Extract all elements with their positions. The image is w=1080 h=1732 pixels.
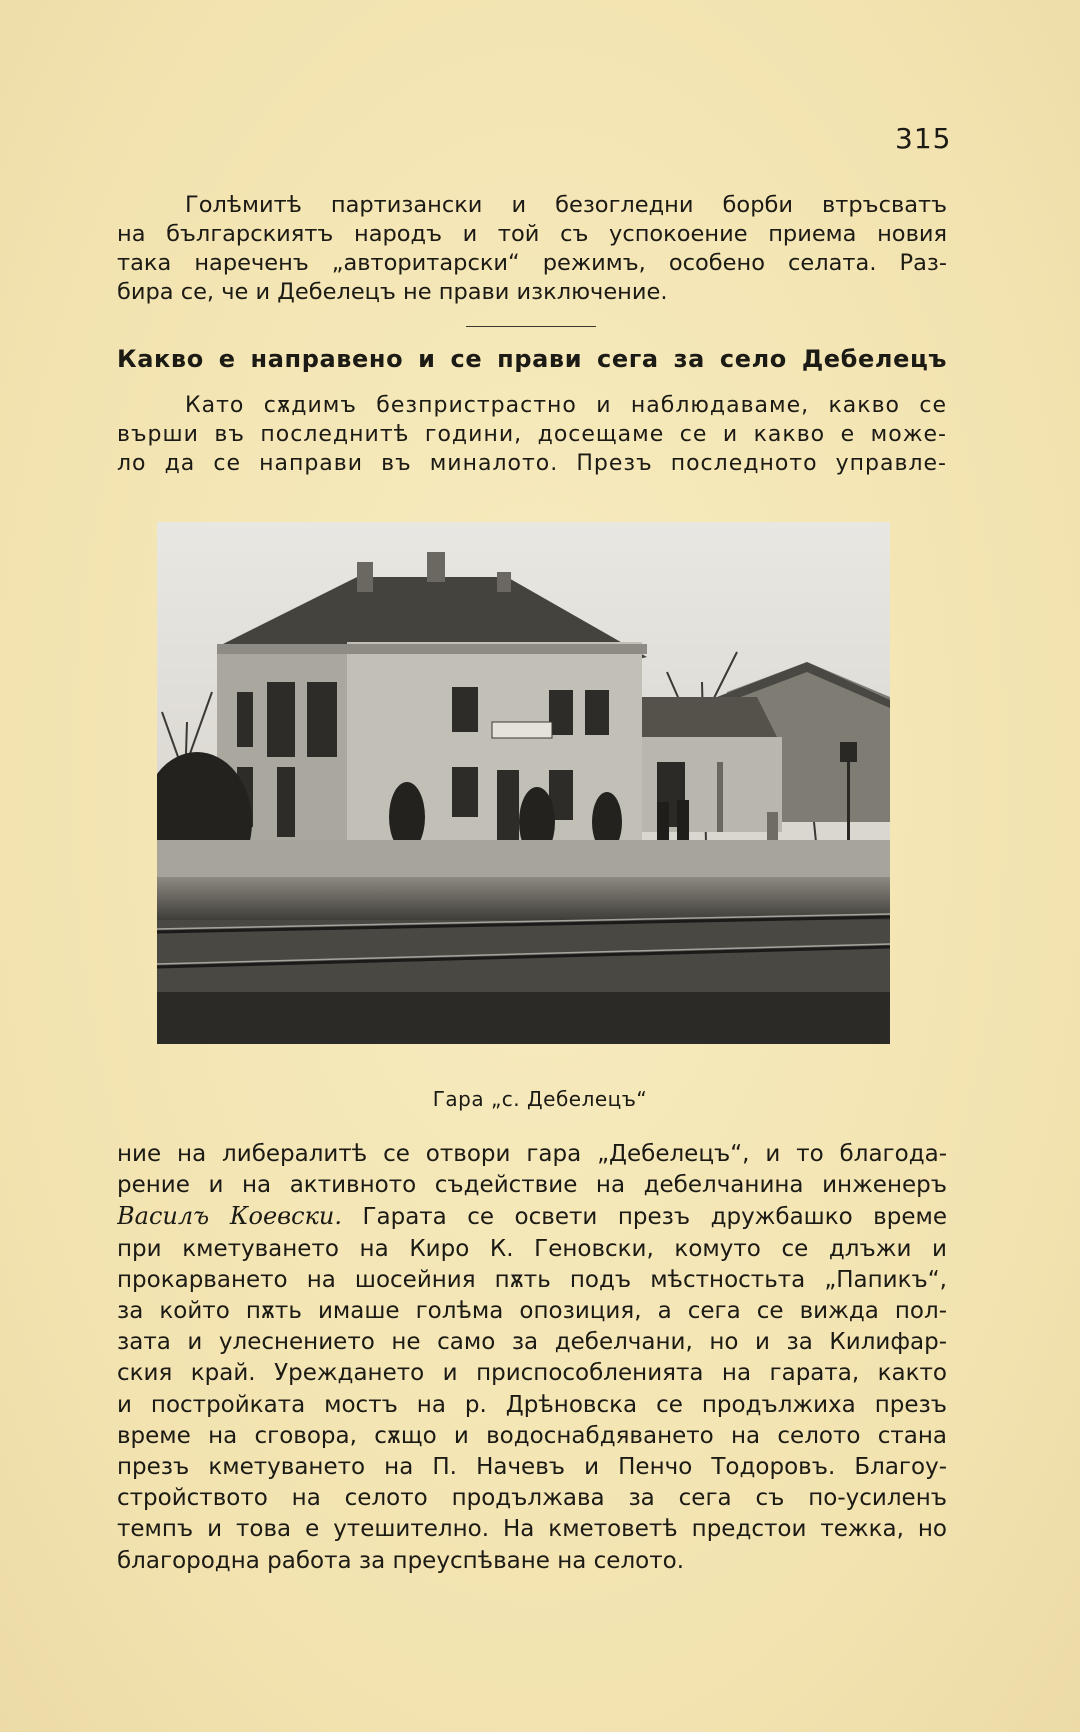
text-fragment: Гарата се освети презъ дружбашко време	[341, 1204, 947, 1231]
text-line: ло да се направи въ миналото. Презъ последното управле-	[117, 451, 947, 476]
text-line: прокарването на шосейния пѫть подъ мѣстностьта „Папикъ“,	[117, 1266, 947, 1293]
photo-caption: Гара „с. Дебелецъ“	[432, 1087, 648, 1111]
text-line: и постройката мостъ на р. Дрѣновска се продължиха презъ	[117, 1391, 947, 1418]
engineer-name: Василъ Коевски.	[117, 1202, 342, 1231]
text-line: при кметуването на Киро К. Геновски, комуто се длъжи и	[117, 1235, 947, 1262]
section-divider	[466, 326, 596, 327]
text-line: на българскиятъ народъ и той съ успокоение приема новия	[117, 221, 947, 247]
text-line	[117, 1201, 947, 1233]
paragraph-section-start	[117, 391, 947, 478]
page-number: 315	[895, 122, 952, 155]
text-line: Като сѫдимъ безпристрастно и наблюдаваме, какво се	[185, 393, 947, 418]
text-line: време на сговора, сѫщо и водоснабдяването на селото стана	[117, 1422, 947, 1449]
text-line: бира се, че и Дебелецъ не прави изключение.	[117, 279, 668, 305]
text-line: зата и улеснението не само за дебелчани, но и за Килифар-	[117, 1329, 947, 1356]
text-line: ския край. Уреждането и приспособленията на гарата, както	[117, 1360, 947, 1387]
paragraph-main	[117, 1139, 947, 1577]
section-heading: Какво е направено и се прави сега за село Дебелецъ	[117, 345, 947, 373]
text-line: рение и на активното съдействие на дебелчанина инженеръ	[117, 1172, 947, 1199]
text-line: върши въ последнитѣ години, досещаме се и какво е може-	[117, 422, 947, 447]
text-line: Голѣмитѣ партизански и безогледни борби втръсватъ	[185, 192, 947, 218]
text-line: стройството на селото продължава за сега съ по-усиленъ	[117, 1485, 947, 1512]
station-photograph	[157, 522, 890, 1044]
text-line: за който пѫть имаше голѣма опозиция, а сега се вижда пол-	[117, 1298, 947, 1325]
text-line: темпъ и това е утешително. На кметоветѣ предстои тежка, но	[117, 1516, 947, 1543]
text-line: така нареченъ „авторитарски“ режимъ, особено селата. Раз-	[117, 250, 947, 276]
text-line: благородна работа за преуспѣване на селото.	[117, 1547, 685, 1574]
text-line: ние на либералитѣ се отвори гара „Дебелецъ“, и то благода-	[117, 1141, 947, 1167]
text-line: презъ кметуването на П. Начевъ и Пенчо Тодоровъ. Благоу-	[117, 1454, 947, 1481]
paragraph-intro	[117, 191, 947, 307]
